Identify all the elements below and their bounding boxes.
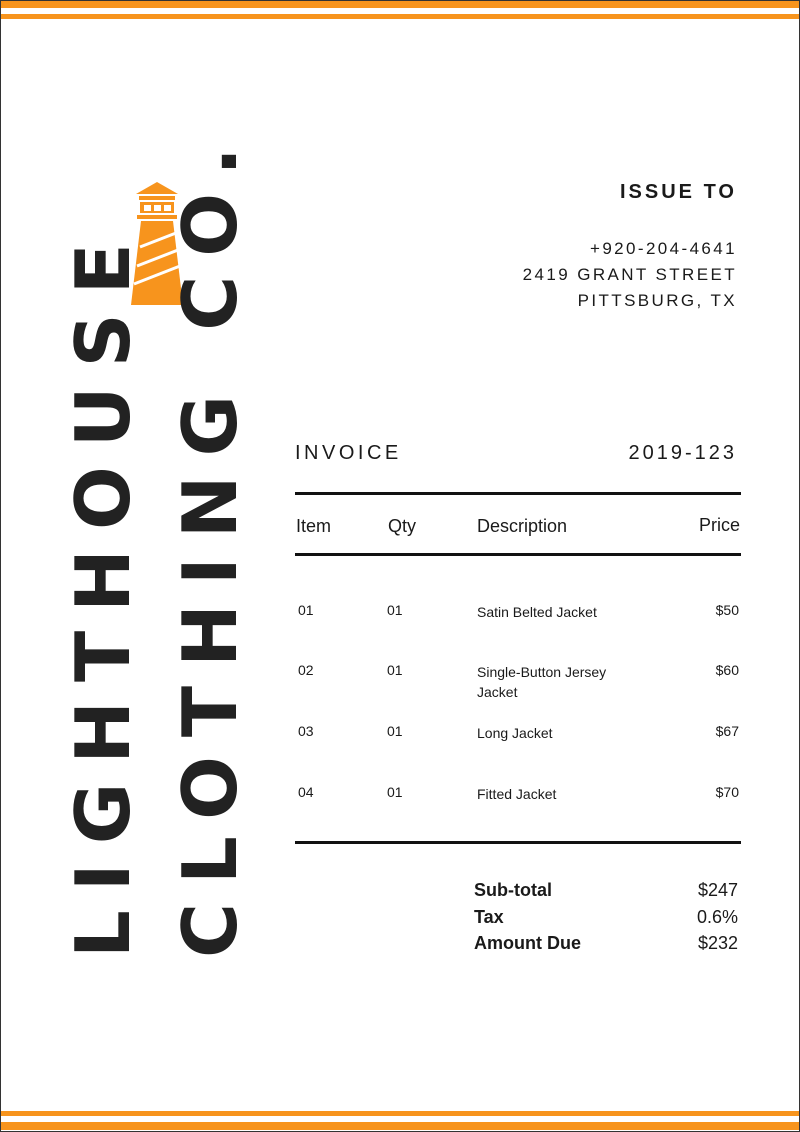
row-qty: 01 <box>387 602 403 618</box>
row-item: 01 <box>298 602 314 618</box>
table-bottom-rule <box>295 841 741 844</box>
amount-due-label: Amount Due <box>474 933 581 953</box>
invoice-label: INVOICE <box>295 442 402 464</box>
issue-to-city: PITTSBURG, TX <box>577 291 737 310</box>
issue-to-title: ISSUE TO <box>620 181 737 203</box>
row-description: Fitted Jacket <box>477 786 557 802</box>
top-stripe <box>1 1 799 8</box>
row-description: Single-Button Jersey Jacket <box>477 664 607 700</box>
column-header-qty: Qty <box>388 516 417 536</box>
row-qty: 01 <box>387 723 403 739</box>
column-header-item: Item <box>296 516 332 536</box>
brand-name <box>50 128 264 958</box>
top-stripe-thin <box>1 14 799 19</box>
row-description: Satin Belted Jacket <box>477 604 597 620</box>
invoice-number: 2019-123 <box>628 442 737 464</box>
row-qty: 01 <box>387 784 403 800</box>
row-item: 02 <box>298 662 314 678</box>
bottom-stripe-thin <box>1 1111 799 1116</box>
subtotal-label: Sub-total <box>474 880 552 900</box>
issue-to-phone: +920-204-4641 <box>590 239 737 258</box>
subtotal-value: $247 <box>697 880 738 900</box>
amount-due-row <box>474 933 738 960</box>
amount-due-value: $232 <box>697 933 738 953</box>
brand-line-1: LIGHTHOUSE <box>59 224 147 958</box>
issue-to-street: 2419 GRANT STREET <box>522 265 737 284</box>
table-top-rule <box>295 492 741 495</box>
row-qty: 01 <box>387 662 403 678</box>
column-header-price: Price <box>698 515 740 535</box>
column-header-description: Description <box>477 516 568 536</box>
row-item: 03 <box>298 723 314 739</box>
totals-block <box>474 880 738 960</box>
brand-line-2: CLOTHING CO. <box>166 128 254 958</box>
row-price: $60 <box>715 662 739 678</box>
row-price: $70 <box>715 784 739 800</box>
issue-to-address <box>523 236 737 314</box>
bottom-stripe <box>1 1122 799 1130</box>
subtotal-row <box>474 880 738 907</box>
row-price: $67 <box>715 723 739 739</box>
tax-value: 0.6% <box>696 906 738 927</box>
table-header-rule <box>295 553 741 556</box>
tax-label: Tax <box>474 906 504 927</box>
row-description: Long Jacket <box>477 725 553 741</box>
tax-row <box>474 907 738 934</box>
row-item: 04 <box>298 784 314 800</box>
row-price: $50 <box>715 602 739 618</box>
